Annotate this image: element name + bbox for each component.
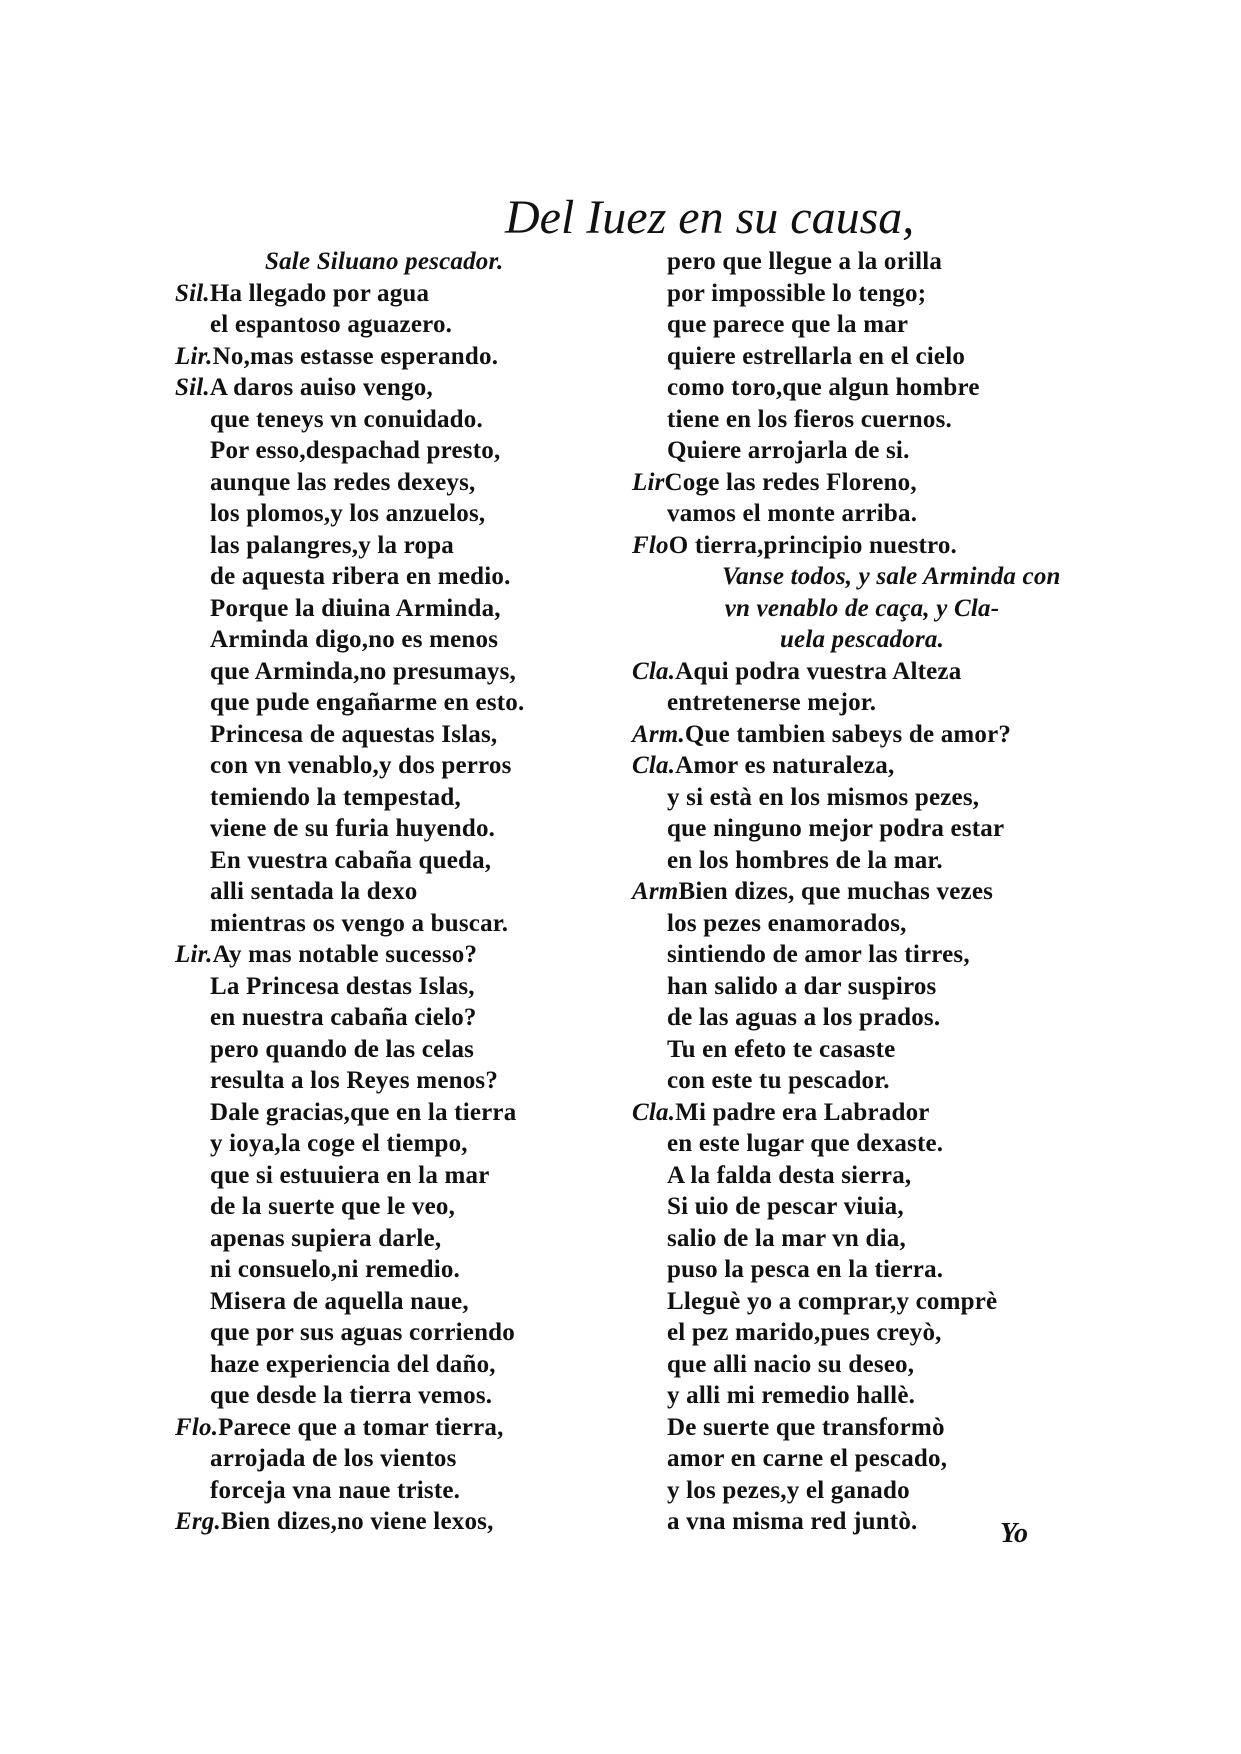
verse-text: y alli mi remedio hallè. (667, 1382, 916, 1409)
speaker-label: Erg. (175, 1508, 221, 1535)
verse-text: las palangres,y la ropa (210, 531, 454, 559)
verse-line (175, 1443, 645, 1475)
verse-text: a vna misma red juntò. (667, 1508, 918, 1535)
verse-text: Bien dizes, que muchas vezes (678, 878, 994, 905)
speaker-label: Cla. (632, 1098, 676, 1126)
verse-text: apenas supiera darle, (210, 1224, 442, 1252)
verse-line (175, 530, 645, 562)
stage-direction: Vanse todos, y sale Arminda con (722, 563, 1061, 590)
verse-line (632, 750, 1092, 782)
verse-line (175, 908, 645, 940)
verse-text: que pude engañarme en esto. (210, 689, 525, 716)
verse-line (175, 1254, 645, 1286)
verse-text: el pez marido,pues creyò, (667, 1319, 942, 1346)
verse-line (175, 845, 645, 877)
verse-line (632, 530, 1092, 562)
verse-text: La Princesa destas Islas, (210, 972, 475, 1000)
verse-line (632, 1191, 1092, 1223)
verse-line (175, 593, 645, 625)
verse-line (632, 845, 1092, 877)
verse-line (632, 908, 1092, 940)
verse-line (175, 1223, 645, 1255)
verse-text: pero que llegue a la orilla (667, 248, 943, 275)
verse-line (175, 687, 645, 719)
speaker-label: Cla. (632, 657, 676, 685)
stage-direction: vn venablo de caça, y Cla- (724, 594, 1000, 622)
left-column (175, 246, 645, 1538)
verse-line (632, 404, 1092, 436)
verse-text: temiendo la tempestad, (210, 783, 461, 811)
verse-text: y si està en los mismos pezes, (667, 783, 980, 811)
verse-text: de aquesta ribera en medio. (210, 563, 511, 590)
speaker-label: Lir. (175, 342, 213, 370)
verse-line (175, 750, 645, 782)
speaker-label: Lir (632, 468, 665, 496)
verse-line (175, 1286, 645, 1318)
verse-line (632, 876, 1092, 908)
verse-line (175, 372, 645, 404)
verse-line (632, 971, 1092, 1003)
verse-text: que ninguno mejor podra estar (667, 815, 1005, 842)
verse-text: No,mas estasse esperando. (212, 342, 499, 370)
verse-line (632, 939, 1092, 971)
verse-line (175, 1034, 645, 1066)
verse-text: O tierra,principio nuestro. (668, 531, 957, 559)
speaker-label: Sil. (175, 374, 210, 401)
verse-text: haze experiencia del daño, (210, 1350, 496, 1378)
verse-text: Si uio de pescar viuia, (667, 1193, 904, 1220)
verse-line (175, 1128, 645, 1160)
verse-text: que parece que la mar (667, 311, 909, 338)
verse-line (175, 309, 645, 341)
verse-text: aunque las redes dexeys, (210, 468, 476, 496)
speaker-label: Flo (632, 531, 669, 559)
verse-line (175, 1065, 645, 1097)
verse-line (175, 813, 645, 845)
verse-text: quiere estrellarla en el cielo (667, 342, 966, 370)
verse-line (175, 561, 645, 593)
verse-text: que Arminda,no presumays, (210, 657, 516, 685)
verse-line (632, 1002, 1092, 1034)
verse-line (175, 719, 645, 751)
verse-text: Aqui podra vuestra Alteza (675, 657, 962, 685)
verse-text: arrojada de los vientos (210, 1445, 457, 1472)
verse-text: Misera de aquella naue, (210, 1287, 469, 1315)
verse-text: los plomos,y los anzuelos, (210, 500, 486, 527)
verse-line (632, 1349, 1092, 1381)
verse-text: y ioya,la coge el tiempo, (210, 1130, 468, 1157)
speaker-label: Cla. (632, 752, 676, 779)
verse-line (175, 341, 645, 373)
verse-line (632, 1286, 1092, 1318)
verse-text: tiene en los fieros cuernos. (667, 405, 952, 433)
verse-text: Ay mas notable sucesso? (212, 941, 478, 968)
verse-line (632, 1097, 1092, 1129)
verse-text: en los hombres de la mar. (667, 846, 943, 874)
verse-text: Tu en efeto te casaste (667, 1035, 896, 1063)
verse-text: Por esso,despachad presto, (210, 437, 501, 464)
verse-text: puso la pesca en la tierra. (667, 1256, 944, 1283)
verse-line (632, 435, 1092, 467)
verse-line (175, 498, 645, 530)
verse-text: que teneys vn conuidado. (210, 405, 483, 433)
verse-line (175, 876, 645, 908)
verse-line (632, 1160, 1092, 1192)
stage-direction: uela pescadora. (779, 626, 945, 653)
verse-line (632, 309, 1092, 341)
verse-text: Arminda digo,no es menos (210, 626, 499, 653)
verse-text: Parece que a tomar tierra, (218, 1413, 504, 1441)
verse-line (175, 1097, 645, 1129)
verse-line (632, 1475, 1092, 1507)
verse-text: de las aguas a los prados. (667, 1004, 941, 1031)
verse-text: han salido a dar suspiros (667, 972, 937, 1000)
verse-text: De suerte que transformò (667, 1413, 945, 1441)
verse-line (632, 1223, 1092, 1255)
verse-text: de la suerte que le veo, (210, 1193, 456, 1220)
verse-text: como toro,que algun hombre (667, 374, 980, 401)
speaker-label: Sil. (175, 279, 210, 307)
verse-text: el espantoso aguazero. (210, 311, 453, 338)
verse-line (175, 971, 645, 1003)
speaker-label: Arm. (632, 720, 685, 748)
verse-line (632, 1065, 1092, 1097)
verse-text: ni consuelo,ni remedio. (210, 1256, 460, 1283)
verse-line (632, 498, 1092, 530)
verse-line (632, 719, 1092, 751)
verse-line (632, 656, 1092, 688)
right-column (632, 246, 1092, 1538)
verse-line (175, 1191, 645, 1223)
verse-line (632, 813, 1092, 845)
verse-text: entretenerse mejor. (667, 689, 877, 716)
verse-text: En vuestra cabaña queda, (210, 846, 492, 874)
verse-text: que por sus aguas corriendo (210, 1319, 515, 1346)
verse-line (175, 1349, 645, 1381)
verse-line (175, 1380, 645, 1412)
verse-line (632, 1317, 1092, 1349)
verse-text: los pezes enamorados, (667, 909, 907, 937)
verse-line (632, 1128, 1092, 1160)
verse-line (632, 1380, 1092, 1412)
verse-line (632, 1254, 1092, 1286)
verse-text: Ha llegado por agua (209, 279, 430, 307)
verse-line (632, 1034, 1092, 1066)
verse-line (175, 1160, 645, 1192)
catchword: Yo (1000, 1518, 1028, 1549)
verse-text: sintiendo de amor las tirres, (667, 941, 970, 968)
verse-line (175, 435, 645, 467)
verse-text: en nuestra cabaña cielo? (210, 1004, 477, 1031)
verse-text: Quiere arrojarla de si. (667, 437, 910, 464)
verse-line (175, 656, 645, 688)
verse-text: forceja vna naue triste. (210, 1476, 461, 1504)
verse-text: A daros auiso vengo, (209, 374, 433, 401)
verse-line (175, 1412, 645, 1444)
speaker-label: Flo. (175, 1413, 219, 1441)
verse-line (632, 1412, 1092, 1444)
verse-text: pero quando de las celas (210, 1035, 475, 1063)
verse-line (632, 341, 1092, 373)
verse-text: alli sentada la dexo (210, 878, 418, 905)
verse-line (632, 687, 1092, 719)
verse-text: que si estuuiera en la mar (210, 1161, 490, 1189)
verse-line (632, 278, 1092, 310)
verse-text: resulta a los Reyes menos? (210, 1067, 499, 1094)
verse-text: amor en carne el pescado, (667, 1445, 948, 1472)
verse-line (175, 782, 645, 814)
verse-text: con vn venablo,y dos perros (210, 752, 512, 779)
verse-text: A la falda desta sierra, (667, 1161, 912, 1189)
verse-text: en este lugar que dexaste. (667, 1130, 944, 1157)
verse-text: Porque la diuina Arminda, (210, 594, 501, 622)
speaker-label: Lir. (175, 941, 213, 968)
verse-line (632, 467, 1092, 499)
verse-text: mientras os vengo a buscar. (210, 909, 509, 937)
verse-text: Bien dizes,no viene lexos, (220, 1508, 494, 1535)
verse-text: por impossible lo tengo; (667, 279, 927, 307)
verse-line (175, 1317, 645, 1349)
verse-text: Mi padre era Labrador (675, 1098, 930, 1126)
verse-text: Dale gracias,que en la tierra (210, 1098, 517, 1126)
verse-line (632, 1443, 1092, 1475)
verse-text: que desde la tierra vemos. (210, 1382, 493, 1409)
verse-text: Princesa de aquestas Islas, (210, 720, 498, 748)
verse-line (632, 246, 1092, 278)
verse-line (175, 278, 645, 310)
verse-line (175, 1475, 645, 1507)
verse-text: con este tu pescador. (667, 1067, 890, 1094)
verse-text: Que tambien sabeys de amor? (684, 720, 1012, 748)
verse-text: salio de la mar vn dia, (667, 1224, 906, 1252)
stage-direction: Sale Siluano pescador. (265, 248, 504, 275)
verse-text: Amor es naturaleza, (675, 752, 895, 779)
verse-text: y los pezes,y el ganado (667, 1476, 910, 1504)
verse-text: que alli nacio su deseo, (667, 1350, 915, 1378)
verse-line (175, 1506, 645, 1538)
verse-text: vamos el monte arriba. (667, 500, 918, 527)
speaker-label: Arm (632, 878, 679, 905)
verse-line (632, 782, 1092, 814)
verse-text: viene de su furia huyendo. (210, 815, 496, 842)
verse-line (175, 404, 645, 436)
verse-line (175, 624, 645, 656)
verse-line (175, 1002, 645, 1034)
running-head: Del Iuez en su causa, (505, 191, 915, 244)
verse-line (175, 467, 645, 499)
verse-line (175, 939, 645, 971)
verse-line (632, 372, 1092, 404)
verse-text: Coge las redes Floreno, (664, 468, 917, 496)
verse-text: Lleguè yo a comprar,y comprè (667, 1287, 998, 1315)
